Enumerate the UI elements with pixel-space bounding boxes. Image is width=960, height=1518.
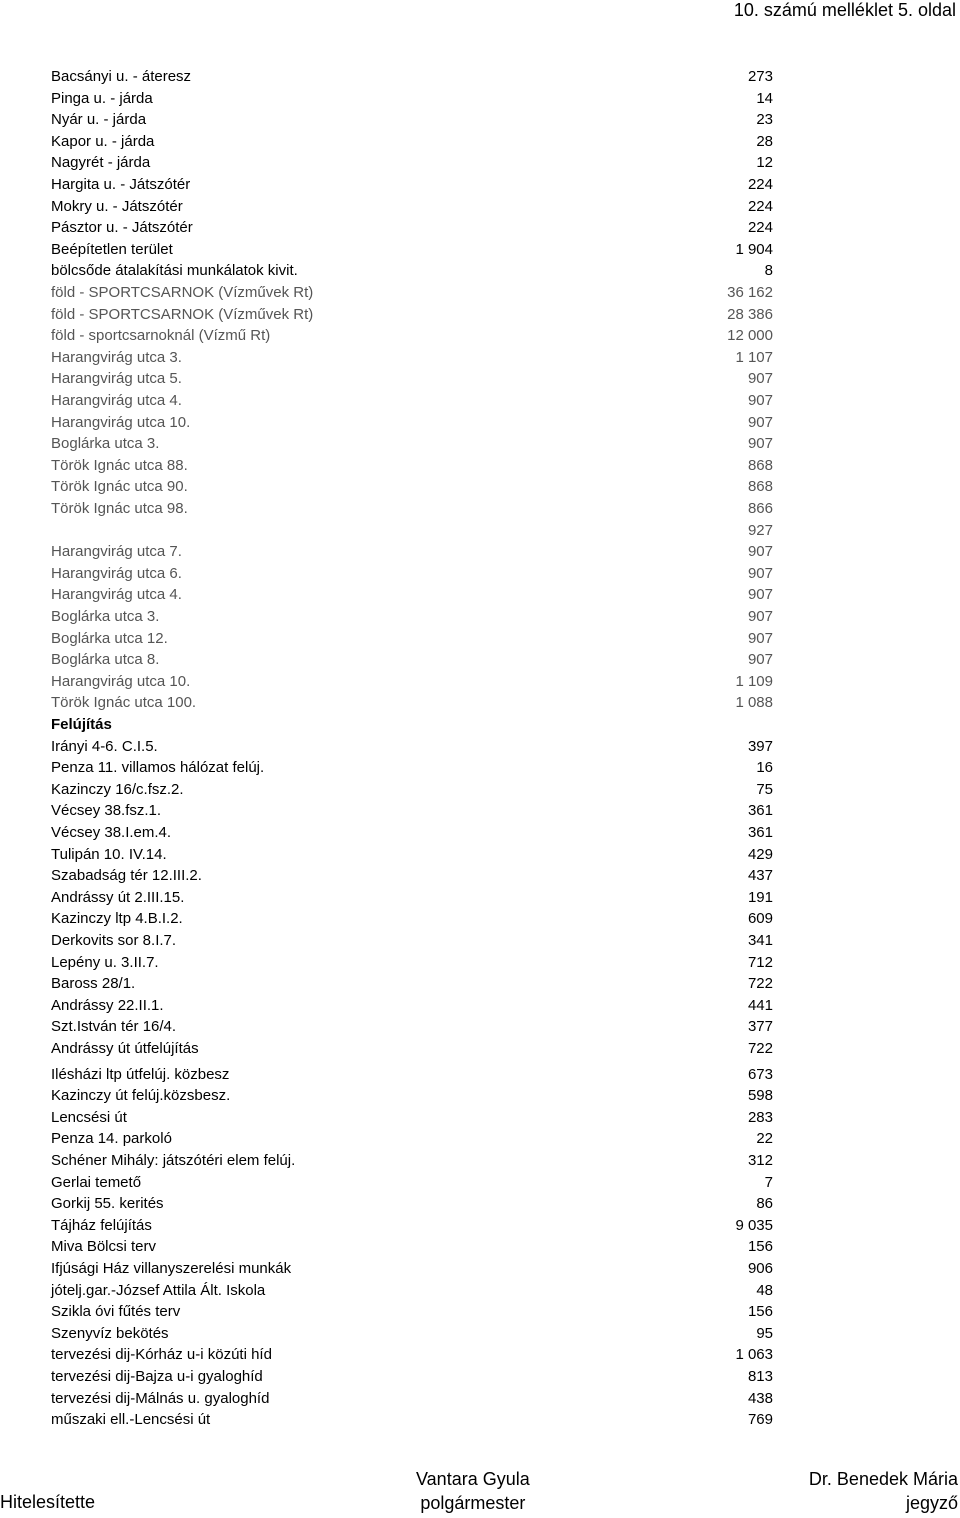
- item-value: 438: [747, 1389, 773, 1407]
- item-label: Andrássy út 2.III.15.: [51, 888, 185, 906]
- item-label: Lencsési út: [51, 1108, 127, 1126]
- item-value: 437: [747, 867, 773, 885]
- list-item: [51, 693, 773, 713]
- list-item: [51, 780, 773, 800]
- list-item: [51, 153, 773, 173]
- list-item: [51, 1151, 773, 1171]
- item-value: 8: [764, 262, 773, 280]
- item-value: 341: [747, 932, 773, 949]
- list-item: [51, 326, 773, 346]
- item-label: Kazinczy ltp 4.B.I.2.: [51, 910, 183, 928]
- list-item: [51, 175, 773, 195]
- item-label: Szabadság tér 12.III.2.: [51, 867, 202, 885]
- item-value: 868: [747, 478, 773, 496]
- item-value: 86: [756, 1195, 773, 1213]
- item-label: Harangvirág utca 4.: [51, 392, 182, 409]
- list-item: [51, 1129, 773, 1149]
- list-item: [51, 1324, 773, 1344]
- mayor-title: polgármester: [420, 1493, 526, 1513]
- list-item: [51, 283, 773, 303]
- item-label: Boglárka utca 8.: [51, 651, 160, 669]
- list-item: [51, 391, 773, 411]
- item-value: 907: [747, 435, 773, 453]
- item-value: 907: [747, 543, 773, 561]
- item-label: Nyár u. - járda: [51, 111, 147, 129]
- list-item: [51, 672, 773, 692]
- item-value: 273: [747, 68, 773, 85]
- item-label: Andrássy út útfelújítás: [51, 1040, 199, 1057]
- list-item: [51, 996, 773, 1016]
- item-value: 907: [747, 586, 773, 604]
- list-item: [51, 823, 773, 843]
- item-value: 224: [747, 197, 773, 215]
- item-value: 813: [747, 1368, 773, 1385]
- item-label: bölcsőde átalakítási munkálatok kivit.: [51, 262, 298, 280]
- section-heading: [51, 715, 773, 735]
- item-value: 907: [747, 413, 773, 431]
- item-label: tervezési dij-Bajza u-i gyaloghíd: [51, 1368, 263, 1385]
- item-value: 14: [756, 89, 773, 107]
- item-label: Ifjúsági Ház villanyszerelési munkák: [51, 1260, 292, 1277]
- list-item: [51, 197, 773, 217]
- item-label: Baross 28/1.: [51, 975, 136, 993]
- item-value: 712: [747, 953, 773, 971]
- item-label: Török Ignác utca 100.: [51, 694, 197, 712]
- item-label: Török Ignác utca 88.: [51, 456, 188, 474]
- item-value: 598: [747, 1087, 773, 1105]
- item-label: jótelj.gar.-József Attila Ált. Iskola: [51, 1281, 266, 1299]
- list-item: [51, 1173, 773, 1193]
- list-item: [51, 369, 773, 389]
- item-label: Szenyvíz bekötés: [51, 1324, 169, 1342]
- certified-by: Hitelesítette: [0, 1492, 96, 1512]
- item-value: 907: [747, 629, 773, 647]
- list-item: [51, 89, 773, 109]
- item-label: Boglárka utca 3.: [51, 608, 160, 625]
- item-value: 907: [747, 608, 773, 625]
- list-item: [51, 456, 773, 476]
- item-label: Penza 11. villamos hálózat felúj.: [51, 759, 265, 777]
- list-item: [51, 110, 773, 130]
- list-item: [51, 737, 773, 757]
- list-item: [51, 240, 773, 260]
- item-value: 12: [756, 154, 773, 172]
- item-value: 609: [747, 910, 773, 928]
- item-value: 722: [747, 1040, 773, 1057]
- item-value: 224: [747, 176, 773, 193]
- list-item: [51, 650, 773, 670]
- item-label: Gerlai temető: [51, 1173, 142, 1191]
- item-value: 361: [747, 802, 773, 820]
- list-item: [51, 1194, 773, 1214]
- item-label: Mokry u. - Játszótér: [51, 197, 183, 215]
- item-value: 1 107: [735, 348, 773, 366]
- item-label: föld - SPORTCSARNOK (Vízművek Rt): [51, 284, 314, 301]
- item-value: 1 088: [735, 694, 773, 712]
- list-item: [51, 888, 773, 908]
- item-label: Harangvirág utca 3.: [51, 348, 182, 366]
- item-value: 769: [747, 1411, 773, 1429]
- item-label: Török Ignác utca 90.: [51, 478, 188, 496]
- item-label: Pinga u. - járda: [51, 89, 153, 107]
- list-item: [51, 1237, 773, 1257]
- item-value: 927: [747, 521, 773, 539]
- list-item: [51, 305, 773, 325]
- list-item: [51, 629, 773, 649]
- item-value: 673: [747, 1065, 773, 1083]
- list-item: [51, 477, 773, 497]
- list-item: [51, 953, 773, 973]
- item-label: Derkovits sor 8.I.7.: [51, 932, 177, 949]
- list-item: [51, 974, 773, 994]
- item-value: 907: [747, 564, 773, 582]
- item-label: Miva Bölcsi terv: [51, 1238, 157, 1256]
- item-label: Harangvirág utca 10.: [51, 672, 191, 690]
- item-label: Gorkij 55. kerités: [51, 1195, 164, 1213]
- notary-name: Dr. Benedek Mária: [808, 1469, 958, 1489]
- list-item: [51, 1281, 773, 1301]
- notary-title: jegyző: [905, 1493, 958, 1513]
- item-label: Lepény u. 3.II.7.: [51, 953, 159, 971]
- item-label: Szt.István tér 16/4.: [51, 1018, 177, 1036]
- list-item: [51, 1216, 773, 1236]
- item-label: Boglárka utca 12.: [51, 629, 168, 647]
- item-value: 868: [747, 456, 773, 474]
- item-value: 191: [747, 888, 773, 906]
- item-label: tervezési dij-Málnás u. gyaloghíd: [51, 1389, 270, 1407]
- list-item: [51, 607, 773, 627]
- item-value: 156: [747, 1238, 773, 1256]
- list-item: [51, 801, 773, 821]
- item-value: 1 063: [735, 1346, 773, 1364]
- list-item: [51, 564, 773, 584]
- list-item: [51, 132, 773, 152]
- item-label: föld - sportcsarnoknál (Vízmű Rt): [51, 327, 271, 345]
- item-value: 28 386: [727, 305, 773, 323]
- page-header: 10. számú melléklet 5. oldal: [733, 0, 956, 20]
- item-label: Harangvirág utca 4.: [51, 586, 182, 604]
- item-label: Beépítetlen terület: [51, 240, 173, 258]
- item-value: 7: [764, 1173, 773, 1191]
- list-item: [51, 1367, 773, 1387]
- list-item: [51, 348, 773, 368]
- list-item: [51, 521, 773, 541]
- item-label: Nagyrét - járda: [51, 154, 151, 172]
- item-label: Tulipán 10. IV.14.: [51, 845, 167, 863]
- item-value: 397: [747, 737, 773, 755]
- item-value: 9 035: [735, 1216, 773, 1234]
- item-value: 48: [756, 1281, 773, 1299]
- item-value: 283: [747, 1108, 773, 1126]
- list-item: [51, 1259, 773, 1279]
- list-item: [51, 845, 773, 865]
- item-label: Vécsey 38.I.em.4.: [51, 824, 172, 841]
- item-label: Harangvirág utca 5.: [51, 370, 182, 388]
- item-label: Kapor u. - járda: [51, 132, 155, 150]
- list-item: [51, 1389, 773, 1409]
- item-label: Boglárka utca 3.: [51, 435, 160, 453]
- list-item: [51, 585, 773, 605]
- item-label: föld - SPORTCSARNOK (Vízművek Rt): [51, 305, 314, 323]
- list-item: [51, 866, 773, 886]
- list-item: [51, 261, 773, 281]
- item-value: 156: [747, 1303, 773, 1321]
- item-label: Harangvirág utca 6.: [51, 564, 182, 582]
- item-label: Harangvirág utca 10.: [51, 413, 191, 431]
- item-label: Pásztor u. - Játszótér: [51, 219, 193, 237]
- item-value: 1 904: [735, 240, 773, 258]
- mayor-name: Vantara Gyula: [416, 1469, 530, 1489]
- item-value: 722: [747, 975, 773, 993]
- item-label: Andrássy 22.II.1.: [51, 996, 164, 1014]
- item-label: Penza 14. parkoló: [51, 1130, 172, 1148]
- list-item: [51, 909, 773, 929]
- item-value: 441: [747, 996, 773, 1014]
- list-item: [51, 1039, 773, 1059]
- item-value: 907: [747, 370, 773, 388]
- item-label: Tájház felújítás: [51, 1216, 152, 1234]
- list-item: [51, 499, 773, 519]
- list-item: [51, 931, 773, 951]
- item-label: Harangvirág utca 7.: [51, 543, 182, 561]
- list-item: [51, 1086, 773, 1106]
- item-label: Felújítás: [51, 716, 112, 733]
- item-label: Vécsey 38.fsz.1.: [51, 802, 162, 820]
- item-label: Irányi 4-6. C.I.5.: [51, 737, 158, 755]
- item-label: Schéner Mihály: játszótéri elem felúj.: [51, 1152, 296, 1169]
- item-value: 907: [747, 651, 773, 669]
- item-value: 377: [747, 1018, 773, 1036]
- list-item: [51, 434, 773, 454]
- item-value: 866: [747, 500, 773, 517]
- item-label: tervezési dij-Kórház u-i közúti híd: [51, 1346, 272, 1364]
- item-label: Török Ignác utca 98.: [51, 500, 188, 517]
- mayor-signature: [416, 1467, 530, 1515]
- list-item: [51, 413, 773, 433]
- list-item: [51, 218, 773, 238]
- item-label: Szikla óvi fűtés terv: [51, 1303, 181, 1321]
- item-value: 75: [756, 780, 773, 798]
- list-item: [51, 67, 773, 87]
- item-value: 28: [756, 132, 773, 150]
- item-value: 16: [756, 759, 773, 777]
- item-value: 95: [756, 1324, 773, 1342]
- item-value: 23: [756, 111, 773, 129]
- item-value: 361: [747, 824, 773, 841]
- item-value: 312: [747, 1152, 773, 1169]
- item-value: 22: [756, 1130, 773, 1148]
- list-item: [51, 542, 773, 562]
- list-item: [51, 1017, 773, 1037]
- item-value: 907: [747, 392, 773, 409]
- item-label: Hargita u. - Játszótér: [51, 176, 191, 193]
- list-item: [51, 1410, 773, 1430]
- item-label: Kazinczy 16/c.fsz.2.: [51, 780, 184, 798]
- list-item: [51, 1108, 773, 1128]
- item-label: Kazinczy út felúj.közsbesz.: [51, 1087, 231, 1105]
- list-item: [51, 758, 773, 778]
- item-value: 1 109: [735, 672, 773, 690]
- list-item: [51, 1065, 773, 1085]
- notary-signature: [809, 1467, 958, 1515]
- item-value: 224: [747, 219, 773, 237]
- item-value: 429: [747, 845, 773, 863]
- item-value: 12 000: [727, 327, 773, 345]
- item-value: 906: [747, 1260, 773, 1277]
- item-label: Ilésházi ltp útfelúj. közbesz: [51, 1065, 230, 1083]
- list-item: [51, 1345, 773, 1365]
- item-value: 36 162: [727, 284, 773, 301]
- item-label: Bacsányi u. - áteresz: [51, 68, 192, 85]
- list-item: [51, 1302, 773, 1322]
- item-label: műszaki ell.-Lencsési út: [51, 1411, 211, 1429]
